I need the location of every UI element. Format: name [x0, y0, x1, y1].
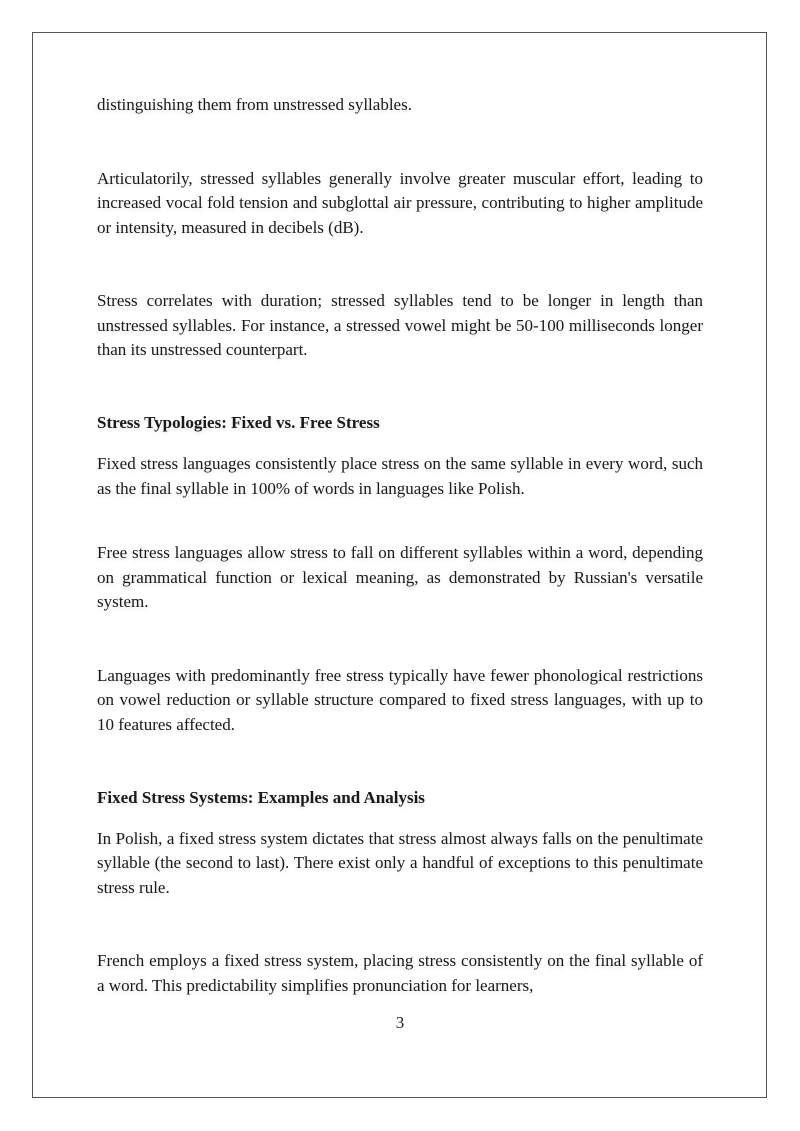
paragraph-2: Articulatorily, stressed syllables generally involve greater muscular effort, leading to increased vocal fold tension and subglottal air pressure, contributing to higher amplitude or intensity, measured in decibels (dB). [97, 168, 703, 237]
page-number: 3 [395, 1013, 405, 1032]
document-body [97, 93, 703, 998]
section-heading-2: Fixed Stress Systems: Examples and Analysis [97, 788, 425, 807]
paragraph-5: Free stress languages allow stress to fall on different syllables within a word, depending on grammatical function or lexical meaning, as demonstrated by Russian's versatile system. [97, 543, 703, 611]
paragraph-7: In Polish, a fixed stress system dictates that stress almost always falls on the penultimate syllable (the second to last). There exist only a handful of exceptions to this penultimate stress rule. [97, 828, 703, 897]
paragraph-3: Stress correlates with duration; stressed syllables tend to be longer in length than unstressed syllables. For instance, a stressed vowel might be 50-100 milliseconds longer than its unstressed counterpart. [97, 291, 703, 359]
paragraph-4: Fixed stress languages consistently place stress on the same syllable in every word, such as the final syllable in 100% of words in languages like Polish. [97, 454, 703, 498]
paragraph-8: French employs a fixed stress system, placing stress consistently on the final syllable of a word. This predictability simplifies pronunciation for learners, [97, 951, 703, 995]
paragraph-1: distinguishing them from unstressed syllables. [97, 95, 412, 114]
paragraph-6: Languages with predominantly free stress typically have fewer phonological restrictions on vowel reduction or syllable structure compared to fixed stress languages, with up to 10 features affected. [97, 665, 703, 734]
section-heading-1: Stress Typologies: Fixed vs. Free Stress [97, 412, 380, 432]
